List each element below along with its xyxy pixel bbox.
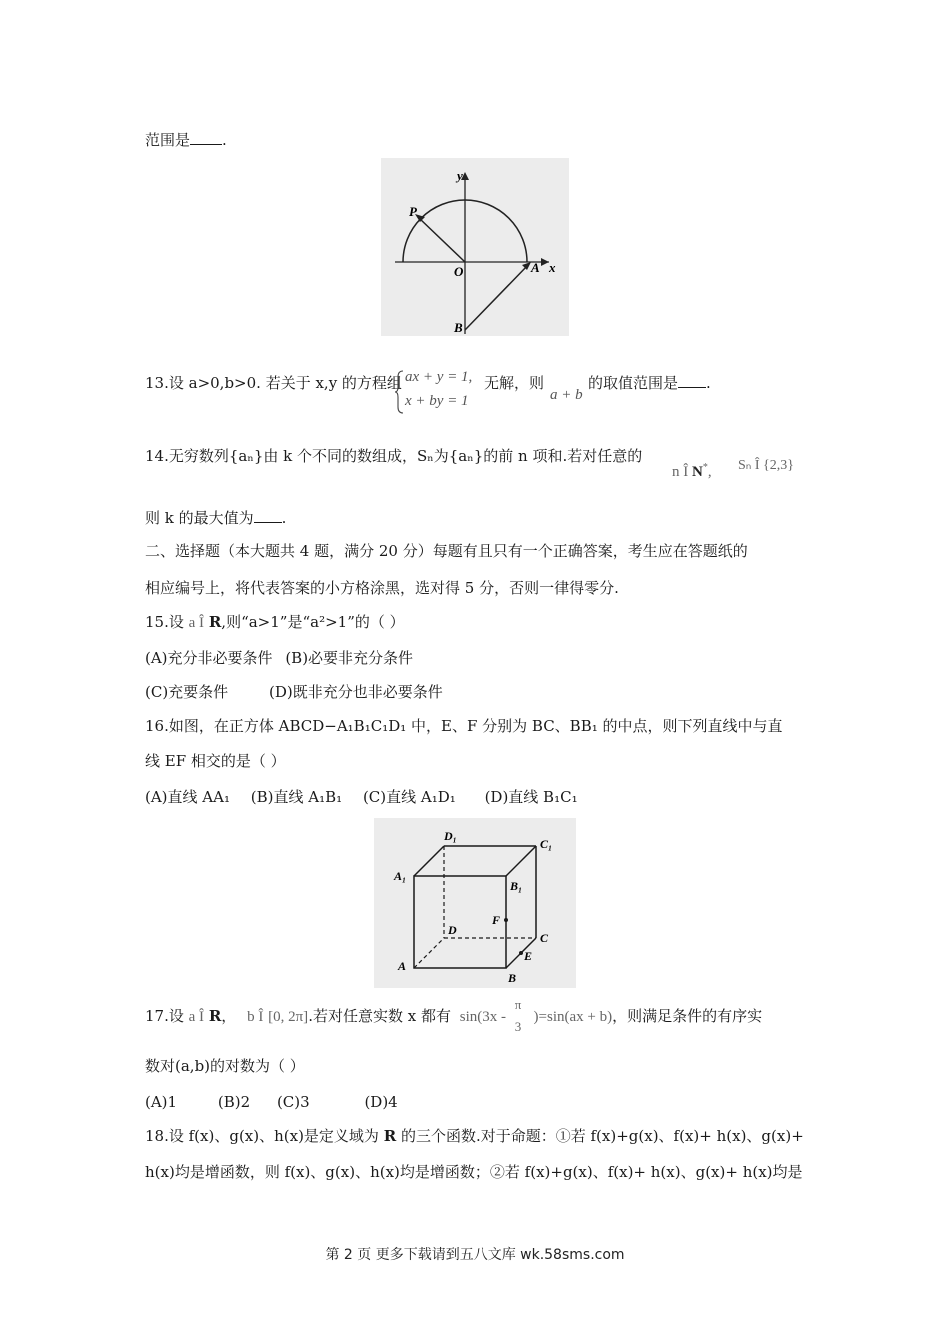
label-P: P [409,204,417,219]
q17-options [145,1092,398,1112]
q16-options [145,787,578,807]
semicircle-diagram [381,158,569,336]
header-fragment: 范围是 . [145,131,227,149]
q13-rest: 无解，则 [484,374,545,392]
label-A: A [398,959,407,973]
answer-blank [190,144,222,145]
question-16-line1: 16.如图，在正方体 ABCD−A₁B₁C₁D₁ 中，E、F 分别为 BC、BB₁ 的中点，则下列直线中与直 [145,717,783,735]
question-14: 14.无穷数列{aₙ}由 k 个不同的数组成，Sₙ为{aₙ}的前 n 项和.若对任意的 [145,447,643,465]
label-D1: D₁ [444,829,457,843]
label-A1: A₁ [394,869,407,883]
q16-option-c: (C)直线 A₁D₁ [362,788,456,806]
question-17-line2: 数对(a,b)的对数为（ ） [145,1057,305,1075]
q15-options-row2 [145,682,443,702]
label-C1: C₁ [540,837,553,851]
q17-option-d: (D)4 [364,1093,398,1111]
label-F: F [492,913,501,927]
q14-sn-set: Sₙ Î {2,3} [738,458,794,473]
label-A: A [531,260,540,275]
q15-option-d: (D)既非充分也非必要条件 [268,683,443,701]
question-18: 18.设 f(x)、g(x)、h(x)是定义域为 R 的三个函数.对于命题：①若 f(x)+g(x)、f(x)+ h(x)、g(x)+ [145,1127,804,1145]
question-16-line2: 线 EF 相交的是（ ） [145,752,286,770]
q13-eq1: ax + y = 1, [405,369,473,385]
q15-option-b: (B)必要非充分条件 [285,649,414,667]
label-C: C [540,931,549,945]
q13-suffix: 的取值范围是 . [588,374,711,392]
section2-line1: 二、选择题（本大题共 4 题，满分 20 分）每题有且只有一个正确答案，考生应在答题纸的 [145,542,748,560]
page-footer: 第 2 页 更多下载请到五八文库 wk.58sms.com [325,1247,625,1263]
answer-blank [678,387,706,388]
q13-prefix: 13.设 a>0,b>0. 若关于 x,y 的方程组 [145,374,402,392]
q16-option-b: (B)直线 A₁B₁ [250,788,343,806]
cube-diagram [374,818,576,988]
label-B1: B₁ [510,879,523,893]
question-13 [145,373,402,393]
question-15: 15.设 a Î R,则“a>1”是“a²>1”的（ ） [145,613,405,631]
q17-fraction: π 3 [514,997,522,1034]
figure-semicircle [381,158,569,336]
label-B: B [508,971,517,985]
q13-expr: a + b [550,387,583,403]
label-O: O [454,264,464,279]
answer-blank [254,522,282,523]
q14-n-in-N: n Î N*, [672,462,712,480]
q17-option-a: (A)1 [145,1093,178,1111]
label-D: D [448,923,457,937]
label-x: x [549,260,556,275]
q13-eq2: x + by = 1 [405,393,469,409]
q17-option-b: (B)2 [217,1093,251,1111]
q15-options-row1 [145,648,413,668]
q16-option-d: (D)直线 B₁C₁ [484,788,578,806]
q15-option-c: (C)充要条件 [145,683,229,701]
label-y: y [457,168,463,183]
figure-cube [374,818,576,988]
question-18-line2: h(x)均是增函数，则 f(x)、g(x)、h(x)均是增函数；②若 f(x)+g(x)、f(x)+ h(x)、g(x)+ h(x)均是 [145,1163,803,1181]
q15-option-a: (A)充分非必要条件 [145,649,273,667]
q14-line2: 则 k 的最大值为 . [145,509,287,527]
label-E: E [524,949,533,963]
label-B: B [454,320,463,335]
q16-option-a: (A)直线 AA₁ [145,788,230,806]
question-17: 17.设 a Î R， b Î [0, 2π].若对任意实数 x 都有 sin(3x - π 3 )=sin(ax + b)，则满足条件的有序实 [145,997,763,1034]
q17-option-c: (C)3 [276,1093,310,1111]
section2-line2: 相应编号上，将代表答案的小方格涂黑，选对得 5 分，否则一律得零分. [145,579,619,597]
